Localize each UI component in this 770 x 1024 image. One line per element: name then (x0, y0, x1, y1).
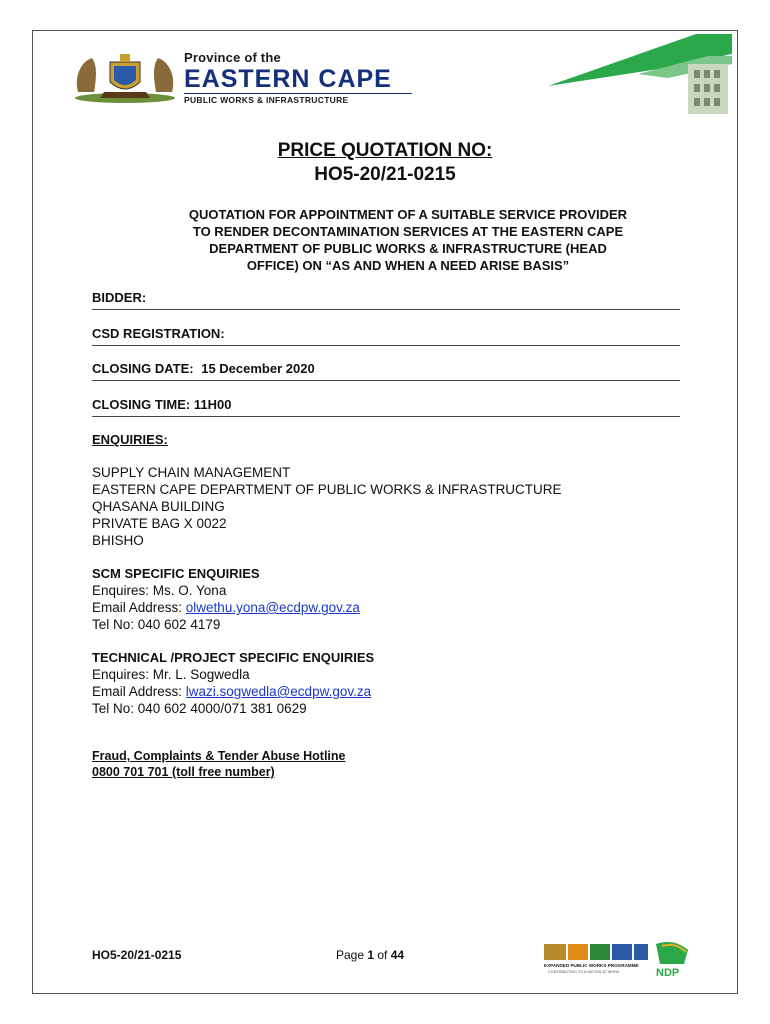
technical-email-link[interactable]: lwazi.sogwedla@ecdpw.gov.za (185, 684, 372, 699)
csd-registration-field (92, 326, 680, 346)
subject-line: DEPARTMENT OF PUBLIC WORKS & INFRASTRUCTURE (HEAD (209, 241, 607, 256)
email-label: Email Address: (92, 684, 186, 699)
province-name: EASTERN CAPE (184, 65, 392, 93)
closing-date-field (92, 361, 680, 381)
fraud-hotline-number: 0800 701 701 (toll free number) (92, 765, 275, 779)
bidder-label: BIDDER: (92, 290, 147, 305)
page-label: Page (336, 948, 368, 962)
building-corner-graphic (548, 34, 732, 116)
technical-enquiries (92, 649, 374, 717)
coat-of-arms-logo (70, 48, 180, 104)
technical-contact: Enquires: Mr. L. Sogwedla (92, 667, 250, 682)
csd-label: CSD REGISTRATION: (92, 326, 225, 341)
address-line: BHISHO (92, 533, 144, 548)
document-title: PRICE QUOTATION NO: (277, 140, 493, 161)
page-current: 1 (367, 948, 375, 962)
address-line: QHASANA BUILDING (92, 499, 225, 514)
department-name: PUBLIC WORKS & INFRASTRUCTURE (184, 95, 349, 105)
email-label: Email Address: (92, 600, 186, 615)
scm-tel: Tel No: 040 602 4179 (92, 617, 221, 632)
address-line: SUPPLY CHAIN MANAGEMENT (92, 465, 291, 480)
technical-email-row (92, 683, 374, 700)
footer-reference: HO5-20/21-0215 (92, 948, 182, 962)
epwp-tagline: CONTRIBUTING TO A NATION AT WORK (548, 970, 620, 974)
province-line: Province of the (184, 50, 281, 65)
address-line: PRIVATE BAG X 0022 (92, 516, 227, 531)
closing-time-label: CLOSING TIME: 11H00 (92, 397, 232, 412)
scm-enquiries (92, 565, 360, 633)
page-of: of (374, 948, 391, 962)
technical-tel: Tel No: 040 602 4000/071 381 0629 (92, 701, 307, 716)
closing-date-label: CLOSING DATE: (92, 361, 194, 376)
bidder-field (92, 290, 680, 310)
closing-date-value: 15 December 2020 (201, 361, 315, 376)
quotation-number: HO5-20/21-0215 (314, 164, 456, 185)
subject-line: OFFICE) ON “AS AND WHEN A NEED ARISE BASIS” (246, 258, 570, 273)
scm-heading: SCM SPECIFIC ENQUIRIES (92, 566, 260, 581)
quotation-subject (130, 206, 686, 274)
epwp-text: EXPANDED PUBLIC WORKS PROGRAMME (544, 963, 639, 968)
fraud-hotline-title: Fraud, Complaints & Tender Abuse Hotline (92, 749, 346, 763)
scm-email-row (92, 599, 360, 616)
postal-address (92, 464, 562, 549)
technical-heading: TECHNICAL /PROJECT SPECIFIC ENQUIRIES (92, 650, 375, 665)
address-line: EASTERN CAPE DEPARTMENT OF PUBLIC WORKS & INFRASTRUCTURE (92, 482, 562, 497)
subject-line: QUOTATION FOR APPOINTMENT OF A SUITABLE SERVICE PROVIDER (188, 207, 628, 222)
scm-contact: Enquires: Ms. O. Yona (92, 583, 227, 598)
closing-time-field (92, 397, 680, 417)
department-brand (184, 50, 412, 105)
brand-rule (184, 93, 412, 94)
ndp-text: NDP (656, 967, 680, 979)
subject-line: TO RENDER DECONTAMINATION SERVICES AT THE EASTERN CAPE (192, 224, 624, 239)
enquiries-heading: ENQUIRIES: (92, 432, 168, 447)
epwp-ndp-logo (544, 940, 692, 980)
scm-email-link[interactable]: olwethu.yona@ecdpw.gov.za (185, 600, 360, 615)
page-number (336, 948, 404, 962)
page-total: 44 (390, 948, 405, 962)
fraud-hotline (92, 748, 346, 780)
